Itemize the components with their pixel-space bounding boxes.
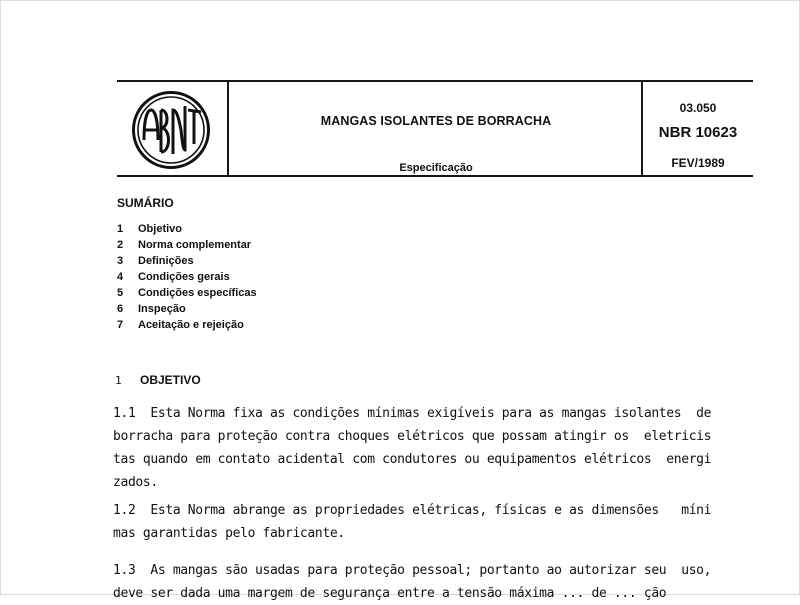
text-line: 1.3 As mangas são usadas para proteção pessoal; portanto ao autorizar seu uso,: [113, 563, 712, 578]
text-line: deve ser dada uma margem de segurança entre a tensão máxima ... de ... ção: [113, 586, 667, 601]
document-type: Especificação: [399, 162, 473, 174]
toc-item[interactable]: 1 Objetivo: [117, 223, 183, 235]
paragraph-1-1: [113, 402, 758, 494]
toc-item[interactable]: 7 Aceitação e rejeição: [117, 319, 244, 331]
header-divider-left: [227, 80, 229, 177]
table-of-contents: [117, 221, 257, 333]
text-line: 1.1 Esta Norma fixa as condições mínimas exigíveis para as mangas isolantes de: [113, 406, 712, 421]
toc-item[interactable]: 3 Definições: [117, 255, 194, 267]
header-bottom-rule: [117, 175, 753, 177]
text-line: zados.: [113, 475, 158, 490]
text-line: borracha para proteção contra choques elétricos que possam atingir os eletricis: [113, 429, 712, 444]
section-number: 1: [115, 374, 122, 387]
text-line: mas garantidas pelo fabricante.: [113, 526, 345, 541]
standard-number: NBR 10623: [658, 124, 738, 141]
classification-code: 03.050: [679, 101, 717, 115]
publication-date: FEV/1989: [671, 156, 725, 170]
text-line: 1.2 Esta Norma abrange as propriedades elétricas, físicas e as dimensões míni: [113, 503, 712, 518]
paragraph-1-3: [113, 559, 758, 605]
section-title: OBJETIVO: [140, 373, 201, 387]
document-title: MANGAS ISOLANTES DE BORRACHA: [320, 114, 552, 128]
abnt-logo-icon: [131, 90, 211, 170]
paragraph-1-2: [113, 499, 758, 545]
toc-item[interactable]: 5 Condições específicas: [117, 287, 257, 299]
toc-item[interactable]: 4 Condições gerais: [117, 271, 230, 283]
text-line: tas quando em contato acidental com condutores ou equipamentos elétricos energi: [113, 452, 712, 467]
summary-heading: SUMÁRIO: [117, 196, 174, 210]
header-top-rule: [117, 80, 753, 82]
toc-item[interactable]: 6 Inspeção: [117, 303, 186, 315]
section-heading: [115, 373, 201, 387]
toc-item[interactable]: 2 Norma complementar: [117, 239, 252, 251]
